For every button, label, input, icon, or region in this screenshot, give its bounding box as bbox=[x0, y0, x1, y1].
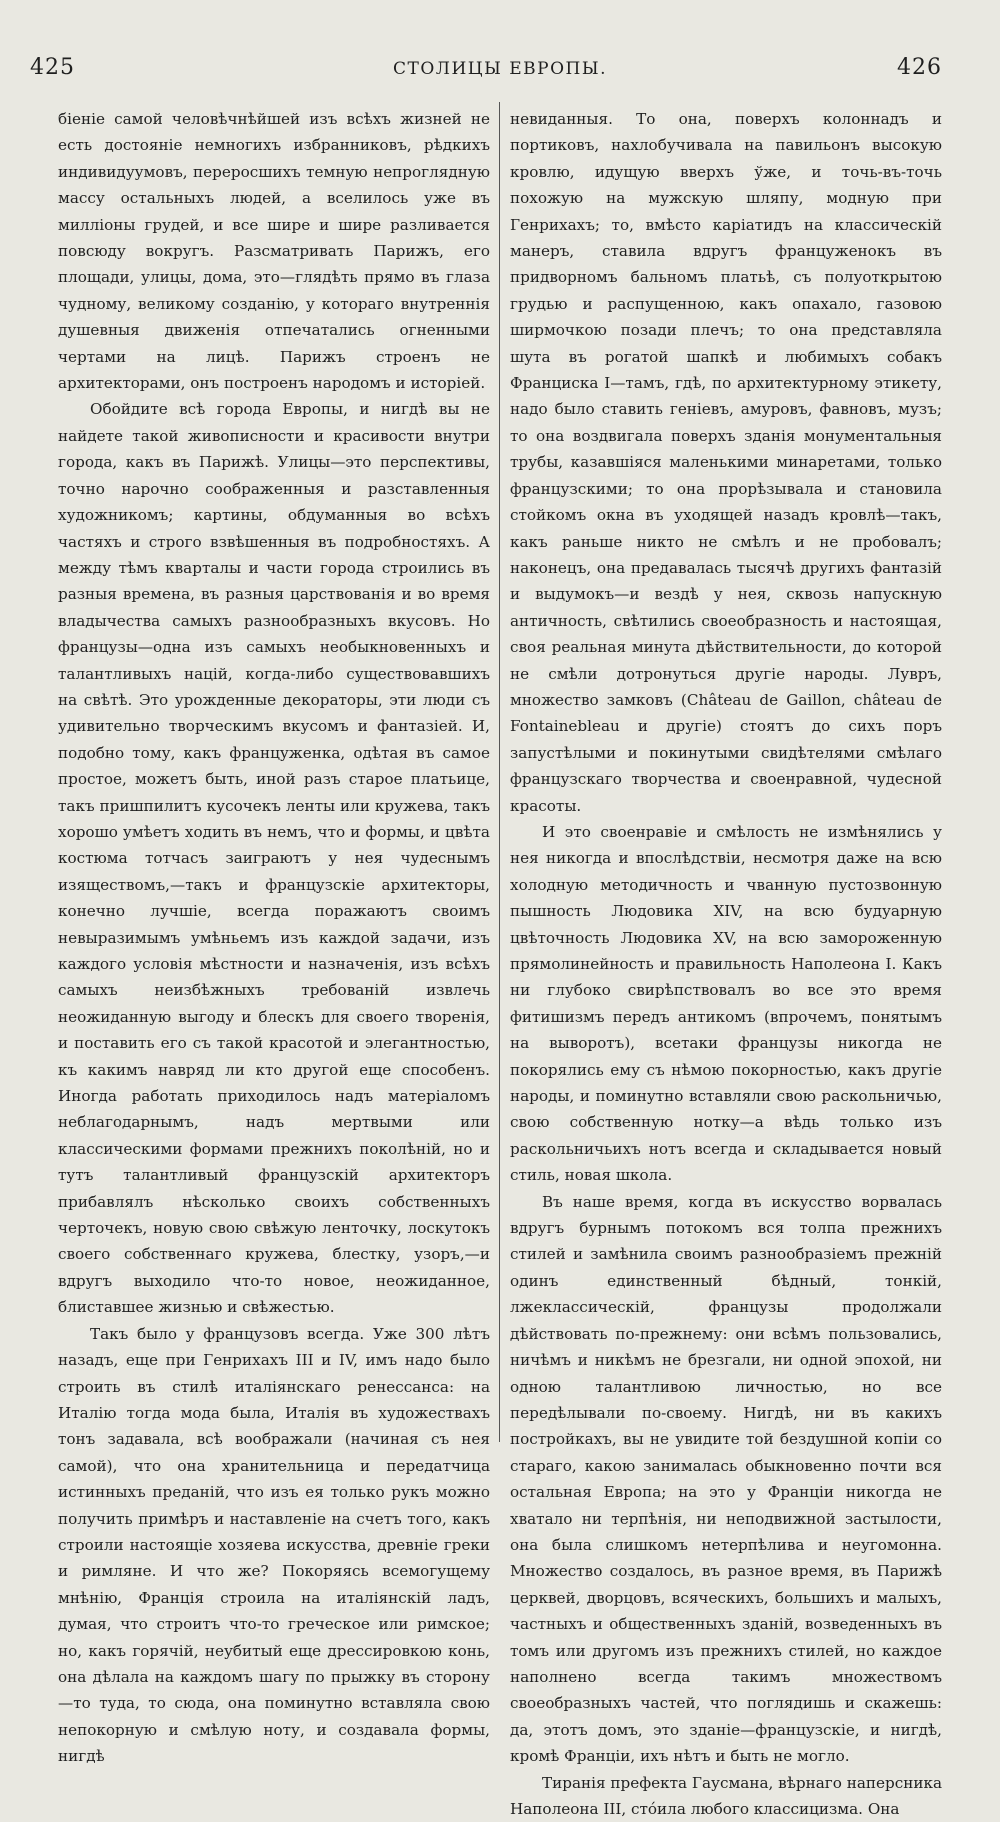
column-divider bbox=[499, 102, 500, 1442]
paragraph: Обойдите всѣ города Европы, и нигдѣ вы не найдете такой живописности и красивости внутри города, какъ въ Парижѣ. Улицы—это перспективы, точно нарочно соображенныя и разставленныя художникомъ; картины, обдуманныя во всѣхъ частяхъ и строго взвѣшенныя въ подробностяхъ. А между тѣмъ кварталы и части города строились въ разныя времена, въ разныя царствованія и во время владычества самыхъ разнообразныхъ вкусовъ. Но французы—одна изъ самыхъ необыкновенныхъ и талантливыхъ націй, когда-либо существовавшихъ на свѣтѣ. Это урожденные декораторы, эти люди съ удивительно творческимъ вкусомъ и фантазіей. И, подобно тому, какъ француженка, одѣтая въ самое простое, можетъ быть, иной разъ старое платьице, такъ пришпилитъ кусочекъ ленты или кружева, такъ хорошо умѣетъ ходить въ немъ, что и формы, и цвѣта костюма тотчасъ заиграютъ у нея чудеснымъ изяществомъ,—такъ и французскіе архитекторы, конечно лучшіе, всегда поражаютъ своимъ невыразимымъ умѣньемъ изъ каждой задачи, изъ каждого условія мѣстности и назначенія, изъ всѣхъ самыхъ неизбѣжныхъ требованій извлечь неожиданную выгоду и блескъ для своего творенія, и поставить его съ такой красотой и элегантностью, къ какимъ навряд ли кто другой еще способенъ. Иногда работать приходилось надъ матеріаломъ неблагодарнымъ, надъ мертвыми или классическими формами прежнихъ поколѣній, но и тутъ талантливый французскій архитекторъ прибавлялъ нѣсколько своихъ собственныхъ черточекъ, новую свою свѣжую ленточку, лоскутокъ своего собственнаго кружева, блестку, узоръ,—и вдругъ выходило что-то новое, неожиданное, блиставшее жизнью и свѣжестью. bbox=[58, 400, 490, 1317]
paragraph: Въ наше время, когда въ искусство ворвалась вдругъ бурнымъ потокомъ вся толпа прежнихъ стилей и замѣнила своимъ разнообразіемъ прежній одинъ единственный бѣдный, тонкій, лжеклассическій, французы продолжали дѣйствовать по-прежнему: они всѣмъ пользовались, ничѣмъ и никѣмъ не брезгали, ни одной эпохой, ни одною талантливою личностью, но все передѣлывали по-своему. Нигдѣ, ни въ какихъ постройкахъ, вы не увидите той бездушной копіи со стараго, какою занималась обыкновенно почти вся остальная Европа; на это у Франціи никогда не хватало ни терпѣнія, ни неподвижной застылости, она была слишкомъ нетерпѣлива и неугомонна. Множество создалось, въ разное время, въ Парижѣ церквей, дворцовъ, всяческихъ, большихъ и малыхъ, частныхъ и общественныхъ зданій, возведенныхъ въ томъ или другомъ изъ прежнихъ стилей, но каждое наполнено всегда такимъ множествомъ своеобразныхъ частей, что поглядишь и скажешь: да, этотъ домъ, это зданіе—французскіе, и нигдѣ, кромѣ Франціи, ихъ нѣтъ и быть не могло. bbox=[510, 1192, 942, 1766]
page-number-right: 426 bbox=[897, 55, 942, 80]
paragraph: И это своенравіе и смѣлость не измѣнялись у нея никогда и впослѣдствіи, несмотря даже на всю холодную методичность и чванную пустозвонную пышность Людовика XIV, на всю будуарную цвѣточность Людовика XV, на всю замороженную прямолинейность и правильность Наполеона I. Какъ ни глубоко свирѣпствовалъ во все это время фитишизмъ передъ антикомъ (впрочемъ, понятымъ на выворотъ), всетаки французы никогда не покорялись ему съ нѣмою покорностью, какъ другіе народы, и поминутно вставляли свою раскольничью, свою собственную нотку—а вѣдь только изъ раскольничьихъ нотъ всегда и складывается новый стиль, новая школа. bbox=[510, 822, 942, 1185]
page-number-left: 425 bbox=[30, 55, 75, 80]
running-title: СТОЛИЦЫ ЕВРОПЫ. bbox=[393, 59, 607, 79]
paragraph: Такъ было у французовъ всегда. Уже 300 лѣтъ назадъ, еще при Генрихахъ III и IV, имъ надо было строить въ стилѣ италіянскаго ренессанса: на Италію тогда мода была, Италія въ художествахъ тонъ задавала, всѣ воображали (начиная съ нея самой), что она хранительница и передатчица истинныхъ преданій, что изъ ея только рукъ можно получить примѣръ и наставленіе на счетъ того, какъ строили настоящіе хозяева искусства, древніе греки и римляне. И что же? Покоряясь всемогущему мнѣнію, Франція строила на италіянскій ладъ, думая, что строитъ что-то греческое или римское; но, какъ горячій, неубитый еще дрессировкою конь, она дѣлала на каждомъ шагу по прыжку въ сторону—то туда, то сюда, она поминутно вставляла свою непокорную и смѣлую ноту, и создавала формы, нигдѣ bbox=[58, 1324, 490, 1766]
paragraph: біеніе самой человѣчнѣйшей изъ всѣхъ жизней не есть достояніе немногихъ избранниковъ, рѣдкихъ индивидуумовъ, переросшихъ темную непроглядную массу остальныхъ людей, а вселилось уже въ милліоны грудей, и все шире и шире разливается повсюду вокругъ. Разсматривать Парижъ, его площади, улицы, дома, это—глядѣть прямо въ глаза чудному, великому созданію, у котораго внутреннія душевныя движенія отпечатались огненными чертами на лицѣ. Парижъ строенъ не архитекторами, онъ построенъ народомъ и исторіей. bbox=[58, 110, 490, 393]
left-column bbox=[58, 106, 490, 1770]
paragraph: Тиранія префекта Гаусмана, вѣрнаго наперсника Наполеона III, стóила любого классицизма. Она bbox=[510, 1773, 942, 1818]
page-header bbox=[30, 55, 970, 85]
paragraph: невиданныя. То она, поверхъ колоннадъ и портиковъ, нахлобучивала на павильонъ высокую кровлю, идущую вверхъ ўже, и точь-въ-точь похожую на мужскую шляпу, модную при Генрихахъ; то, вмѣсто каріатидъ на классическій манеръ, ставила вдругъ француженокъ въ придворномъ бальномъ платьѣ, съ полуоткрытою грудью и распущенною, какъ опахало, газовою ширмочкою позади плечъ; то она представляла шута въ рогатой шапкѣ и любимыхъ собакъ Франциска I—тамъ, гдѣ, по архитектурному этикету, надо было ставить геніевъ, амуровъ, фавновъ, музъ; то она воздвигала поверхъ зданія монументальныя трубы, казавшіяся маленькими минаретами, только французскими; то она прорѣзывала и становила стойкомъ окна въ уходящей назадъ кровлѣ—такъ, какъ раньше никто не смѣлъ и не пробовалъ; наконецъ, она предавалась тысячѣ другихъ фантазій и выдумокъ—и вездѣ у нея, сквозь напускную античность, свѣтились своеобразность и настоящая, своя реальная минута дѣйствительности, до которой не смѣли дотронуться другіе народы. Лувръ, множество замковъ (Château de Gaillon, château de Fontainebleau и другіе) стоятъ до сихъ поръ запустѣлыми и покинутыми свидѣтелями смѣлаго французскаго творчества и своенравной, чудесной красоты. bbox=[510, 110, 942, 815]
right-column bbox=[510, 106, 942, 1822]
